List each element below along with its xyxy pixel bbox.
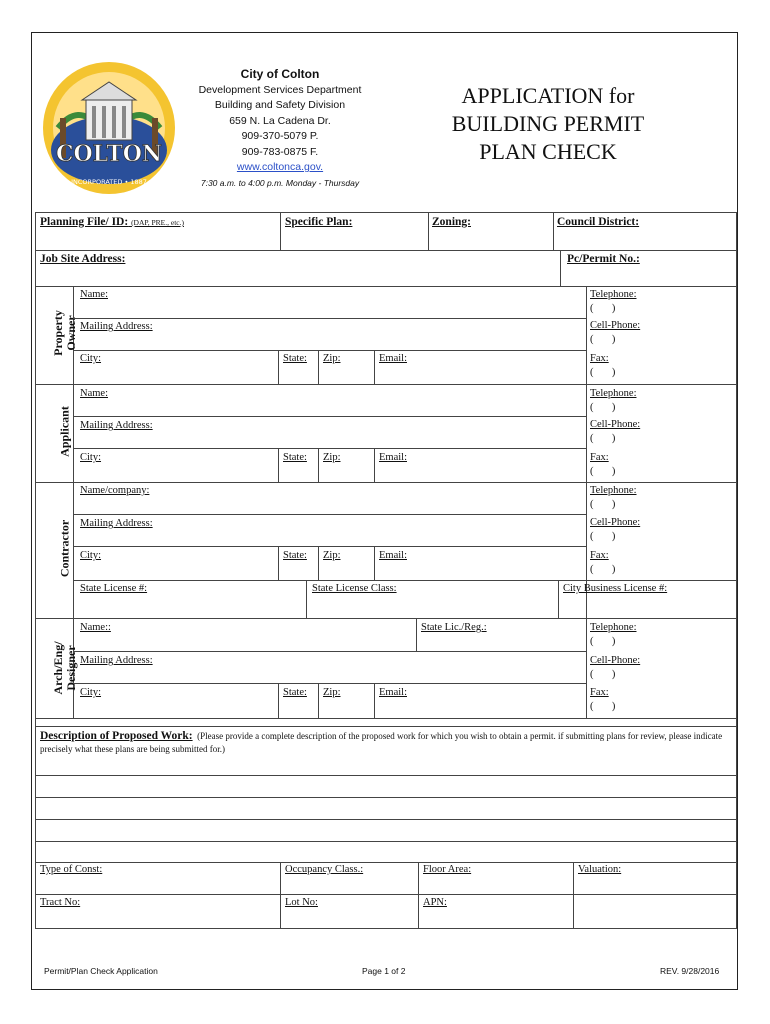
division: Building and Safety Division — [214, 99, 346, 111]
form-title: APPLICATION for BUILDING PERMIT PLAN CHECK — [451, 83, 645, 164]
contractor-name-company[interactable]: Name/company: — [80, 485, 150, 496]
footer-left: Permit/Plan Check Application — [44, 966, 158, 976]
arch-name[interactable]: Name:: — [80, 622, 111, 633]
contractor-state-license[interactable]: State License #: — [80, 583, 148, 594]
applicant-cell-phone[interactable]: Cell-Phone: — [590, 419, 641, 430]
contractor-city[interactable]: City: — [80, 550, 102, 561]
apn[interactable]: APN: — [423, 897, 447, 908]
tract-no[interactable]: Tract No: — [40, 897, 81, 908]
owner-state[interactable]: State: — [283, 353, 307, 364]
council-district-label[interactable]: Council District: — [557, 216, 640, 228]
contractor-zip[interactable]: Zip: — [323, 550, 341, 561]
contractor-mailing-address[interactable]: Mailing Address: — [80, 518, 153, 529]
zoning-label[interactable]: Zoning: — [432, 216, 471, 228]
contractor-city-business-license[interactable]: City Business License #: — [563, 583, 668, 594]
occupancy-class[interactable]: Occupancy Class.: — [285, 864, 364, 875]
section-arch-eng-designer: Arch/Eng/ Designer — [51, 641, 78, 695]
owner-fax[interactable]: Fax: — [590, 353, 609, 364]
department: Development Services Department — [198, 83, 362, 96]
contractor-state-license-class[interactable]: State License Class: — [312, 583, 397, 594]
footer-page-number: Page 1 of 2 — [362, 966, 406, 976]
section-contractor: Contractor — [57, 519, 72, 578]
section-applicant: Applicant — [57, 406, 72, 457]
contractor-telephone[interactable]: Telephone: — [590, 485, 637, 496]
owner-mailing-address[interactable]: Mailing Address: — [80, 321, 153, 332]
owner-telephone[interactable]: Telephone: — [590, 289, 637, 300]
specific-plan-label[interactable]: Specific Plan: — [285, 216, 353, 228]
description-instructions: (Please provide a complete description of the proposed work for which you wish to obtain a permit. if submitting plans for review, please indicate precisely what these plans are being submitted for.) — [40, 731, 723, 754]
applicant-telephone[interactable]: Telephone: — [590, 388, 637, 399]
arch-email[interactable]: Email: — [379, 687, 407, 698]
footer-revision: REV. 9/28/2016 — [660, 966, 720, 976]
applicant-zip[interactable]: Zip: — [323, 452, 341, 463]
arch-cell-phone[interactable]: Cell-Phone: — [590, 655, 641, 666]
owner-email[interactable]: Email: — [379, 353, 407, 364]
contractor-cell-phone[interactable]: Cell-Phone: — [590, 517, 641, 528]
address: 659 N. La Cadena Dr. — [229, 114, 331, 127]
owner-cell-phone[interactable]: Cell-Phone: — [590, 320, 641, 331]
job-site-address-label[interactable]: Job Site Address: — [40, 253, 126, 265]
city-seal-logo — [38, 58, 180, 198]
arch-state-lic-reg[interactable]: State Lic./Reg.: — [421, 622, 487, 633]
contractor-email[interactable]: Email: — [379, 550, 407, 561]
svg-text:INCORPORATED • 1887: INCORPORATED • 1887 — [71, 178, 147, 186]
owner-zip[interactable]: Zip: — [323, 353, 341, 364]
owner-name[interactable]: Name: — [80, 289, 108, 300]
lot-no[interactable]: Lot No: — [285, 897, 318, 908]
description-title: Description of Proposed Work: — [40, 730, 193, 742]
permit-number-label[interactable]: Pc/Permit No.: — [567, 253, 640, 265]
description-block[interactable] — [40, 730, 730, 756]
planning-file-label[interactable]: Planning File/ ID: (DAP, PRE., etc.) — [40, 216, 184, 228]
header-contact-block — [180, 67, 380, 191]
section-property-owner: Property Owner — [51, 310, 78, 356]
arch-fax[interactable]: Fax: — [590, 687, 609, 698]
arch-zip[interactable]: Zip: — [323, 687, 341, 698]
city-name: City of Colton — [240, 67, 320, 81]
office-hours: 7:30 a.m. to 4:00 p.m. Monday - Thursday — [200, 177, 360, 188]
floor-area[interactable]: Floor Area: — [423, 864, 472, 875]
applicant-city[interactable]: City: — [80, 452, 102, 463]
phone: 909-370-5079 P. — [241, 130, 319, 142]
type-of-const[interactable]: Type of Const: — [40, 864, 103, 875]
arch-telephone[interactable]: Telephone: — [590, 622, 637, 633]
applicant-fax[interactable]: Fax: — [590, 452, 609, 463]
arch-state[interactable]: State: — [283, 687, 307, 698]
applicant-mailing-address[interactable]: Mailing Address: — [80, 420, 153, 431]
contractor-state[interactable]: State: — [283, 550, 307, 561]
fax-number: 909-783-0875 F. — [241, 145, 319, 158]
svg-text:COLTON: COLTON — [56, 141, 162, 167]
applicant-email[interactable]: Email: — [379, 452, 407, 463]
arch-city[interactable]: City: — [80, 687, 102, 698]
website-link[interactable]: www.coltonca.gov. — [236, 161, 324, 173]
arch-mailing-address[interactable]: Mailing Address: — [80, 655, 153, 666]
valuation[interactable]: Valuation: — [578, 864, 622, 875]
owner-city[interactable]: City: — [80, 353, 102, 364]
contractor-fax[interactable]: Fax: — [590, 550, 609, 561]
applicant-name[interactable]: Name: — [80, 388, 108, 399]
applicant-state[interactable]: State: — [283, 452, 307, 463]
